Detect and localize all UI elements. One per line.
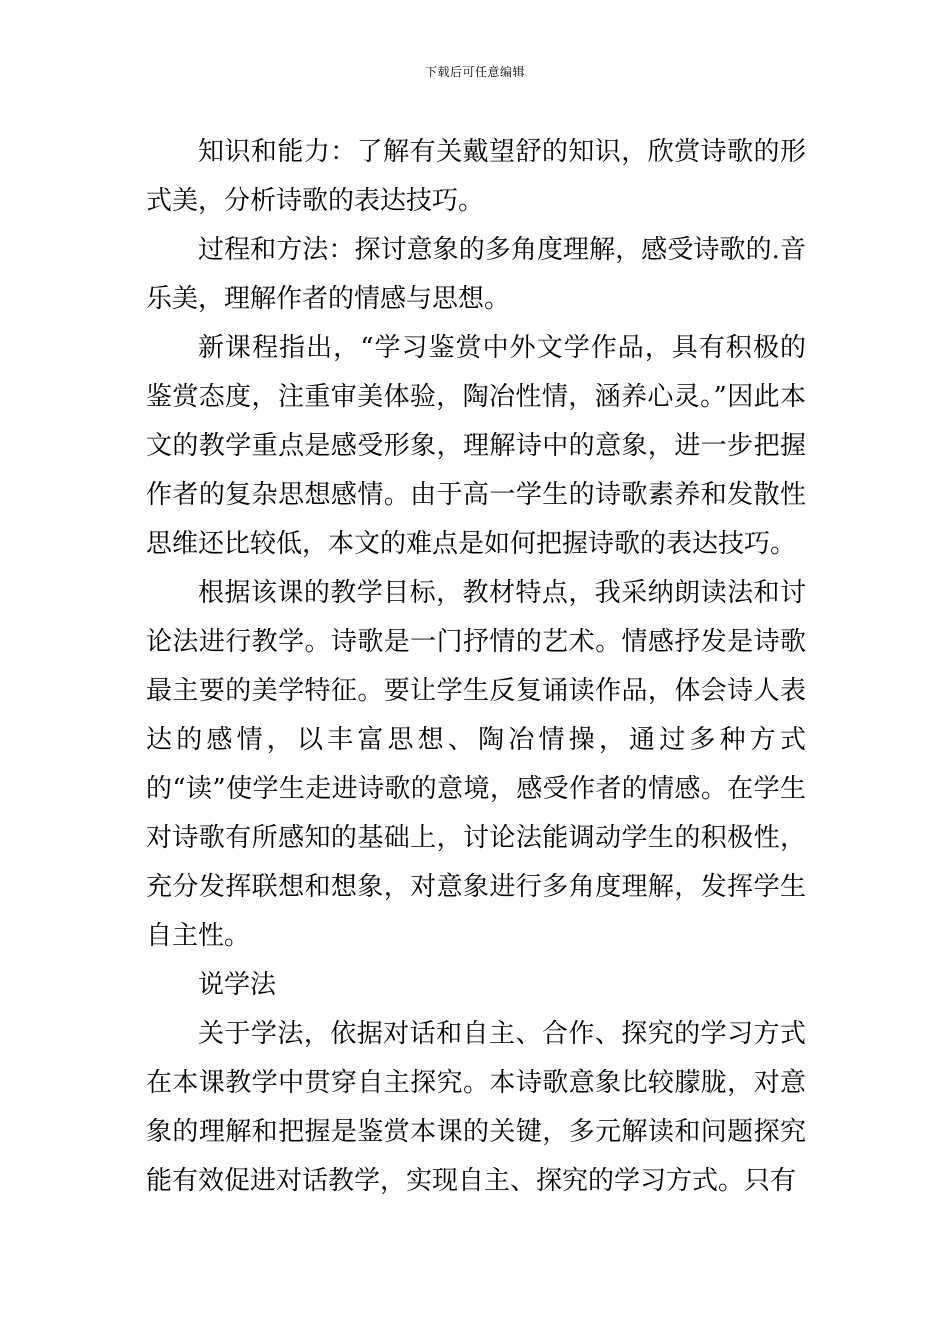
paragraph-teaching-focus: 新课程指出，“学习鉴赏中外文学作品，具有积极的鉴赏态度，注重审美体验，陶冶性情，涵养心灵。”因此本文的教学重点是感受形象，理解诗中的意象，进一步把握作者的复杂思想感情。由于高一学生的诗歌素养和发散性思维还比较低，本文的难点是如何把握诗歌的表达技巧。 xyxy=(146,333,806,559)
paragraph-knowledge-ability: 知识和能力：了解有关戴望舒的知识，欣赏诗歌的形式美，分析诗歌的表达技巧。 xyxy=(146,137,806,216)
paragraph-learning-method: 关于学法，依据对话和自主、合作、探究的学习方式在本课教学中贯穿自主探究。本诗歌意象比较朦胧，对意象的理解和把握是鉴赏本课的关键，多元解读和问题探究能有效促进对话教学，实现自主、探究的学习方式。只有 xyxy=(146,1019,806,1196)
paragraph-teaching-method: 根据该课的教学目标，教材特点，我采纳朗读法和讨论法进行教学。诗歌是一门抒情的艺术。情感抒发是诗歌最主要的美学特征。要让学生反复诵读作品，体会诗人表达的感情，以丰富思想、陶冶情操，通过多种方式的“读”使学生走进诗歌的意境，感受作者的情感。在学生对诗歌有所感知的基础上，讨论法能调动学生的积极性，充分发挥联想和想象，对意象进行多角度理解，发挥学生自主性。 xyxy=(146,578,806,951)
page-header: 下载后可任意编辑 xyxy=(424,65,525,79)
section-heading-learning-method: 说学法 xyxy=(198,970,277,1000)
paragraph-process-method: 过程和方法：探讨意象的多角度理解，感受诗歌的.音乐美，理解作者的情感与思想。 xyxy=(146,235,806,314)
document-body xyxy=(146,128,806,1206)
